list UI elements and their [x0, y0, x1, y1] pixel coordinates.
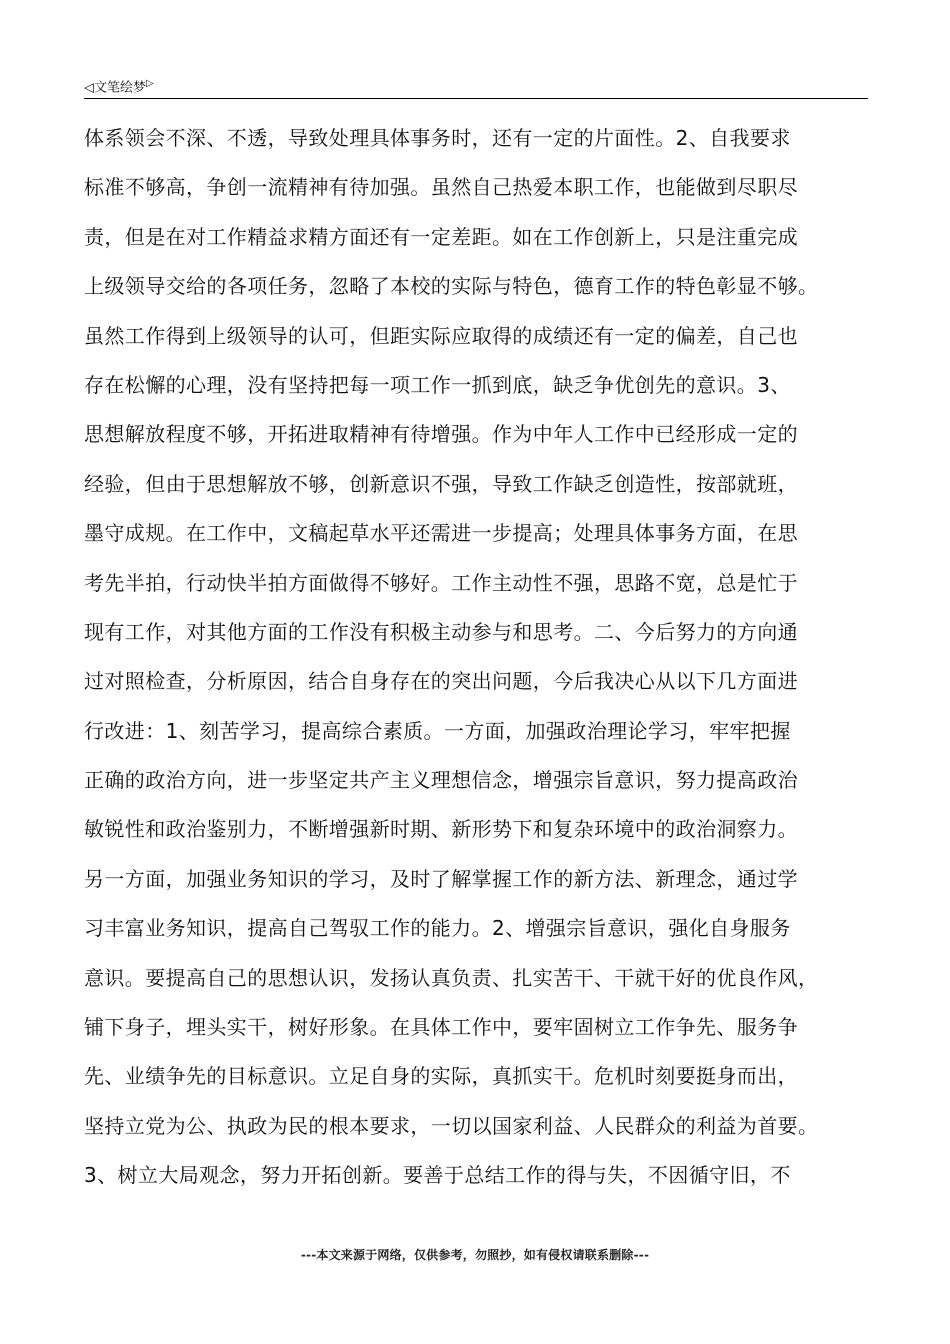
- body-line: 过对照检查，分析原因，结合自身存在的突出问题，今后我决心从以下几方面进: [84, 669, 798, 694]
- body-line: 习丰富业务知识，提高自己驾驭工作的能力。2、增强宗旨意识，强化自身服务: [84, 916, 791, 941]
- body-line: 存在松懈的心理，没有坚持把每一项工作一抓到底，缺乏争优创先的意识。3、: [84, 372, 791, 397]
- body-line: 虽然工作得到上级领导的认可，但距实际应取得的成绩还有一定的偏差，自己也: [84, 323, 798, 348]
- triangle-left-icon: ◁: [84, 80, 94, 96]
- body-line: 正确的政治方向，进一步坚定共产主义理想信念，增强宗旨意识，努力提高政治: [84, 768, 798, 793]
- body-line: 敏锐性和政治鉴别力，不断增强新时期、新形势下和复杂环境中的政治洞察力。: [84, 817, 798, 842]
- body-line: 考先半拍，行动快半拍方面做得不够好。工作主动性不强，思路不宽，总是忙于: [84, 570, 798, 595]
- body-line: 先、业绩争先的目标意识。立足自身的实际，真抓实干。危机时刻要挺身而出，: [84, 1064, 798, 1089]
- footer-disclaimer: ---本文来源于网络，仅供参考，勿照抄，如有侵权请联系删除---: [300, 1248, 650, 1262]
- body-line: 思想解放程度不够，开拓进取精神有待增强。作为中年人工作中已经形成一定的: [84, 422, 798, 447]
- body-line: 另一方面，加强业务知识的学习，及时了解掌握工作的新方法、新理念，通过学: [84, 866, 798, 891]
- body-line: 3、树立大局观念，努力开拓创新。要善于总结工作的得与失，不因循守旧，不: [84, 1163, 791, 1188]
- header-brand: [84, 76, 154, 96]
- body-line: 坚持立党为公、执政为民的根本要求，一切以国家利益、人民群众的利益为首要。: [84, 1113, 819, 1138]
- body-line: 墨守成规。在工作中，文稿起草水平还需进一步提高；处理具体事务方面，在思: [84, 521, 798, 546]
- page-header: [84, 74, 868, 99]
- triangle-right-icon: ▷: [146, 78, 154, 89]
- body-line: 体系领会不深、不透，导致处理具体事务时，还有一定的片面性。2、自我要求: [84, 126, 791, 150]
- body-line: 经验，但由于思想解放不够，创新意识不强，导致工作缺乏创造性，按部就班，: [84, 471, 798, 496]
- body-line: 现有工作，对其他方面的工作没有积极主动参与和思考。二、今后努力的方向通: [84, 619, 798, 644]
- document-body: [84, 114, 874, 1201]
- body-line: 上级领导交给的各项任务，忽略了本校的实际与特色，德育工作的特色彰显不够。: [84, 274, 819, 299]
- body-line: 标准不够高，争创一流精神有待加强。虽然自己热爱本职工作，也能做到尽职尽: [84, 175, 798, 200]
- body-line: 意识。要提高自己的思想认识，发扬认真负责、扎实苦干、干就干好的优良作风，: [84, 965, 819, 990]
- body-line: 责，但是在对工作精益求精方面还有一定差距。如在工作创新上，只是注重完成: [84, 224, 798, 249]
- body-line: 铺下身子，埋头实干，树好形象。在具体工作中，要牢固树立工作争先、服务争: [84, 1015, 798, 1040]
- brand-name: 文笔绘梦: [94, 80, 147, 96]
- body-line: 行改进：1、刻苦学习，提高综合素质。一方面，加强政治理论学习，牢牢把握: [84, 718, 791, 743]
